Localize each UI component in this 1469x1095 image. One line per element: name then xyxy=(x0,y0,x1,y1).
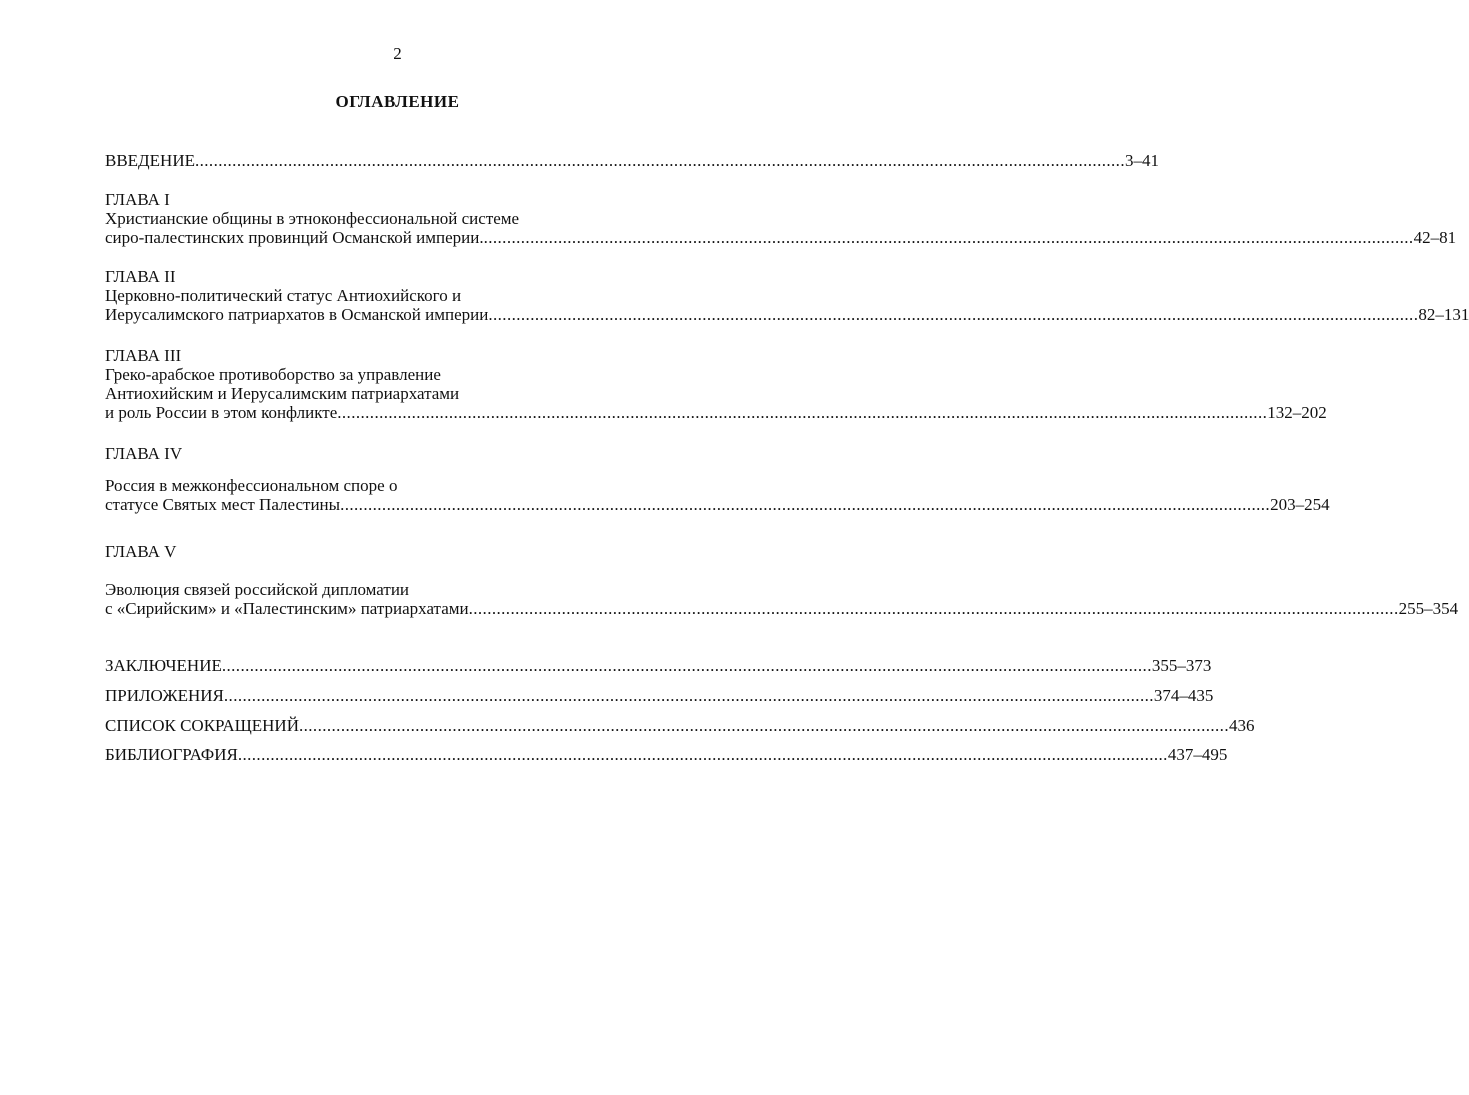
toc-line xyxy=(105,228,1457,247)
chapter-label: ГЛАВА I xyxy=(105,190,170,209)
page-number: 2 xyxy=(393,44,402,63)
dot-leader: ........................................................................................................................................................................................................ xyxy=(340,495,1271,514)
toc-pages: 203–254 xyxy=(1270,495,1330,514)
toc-entry-chapter-3[interactable] xyxy=(105,346,1327,422)
toc-line xyxy=(105,599,1459,618)
chapter-label: ГЛАВА V xyxy=(105,542,177,561)
toc-title: ЗАКЛЮЧЕНИЕ xyxy=(105,656,222,675)
toc-pages: 132–202 xyxy=(1267,403,1327,422)
toc-title: ПРИЛОЖЕНИЯ xyxy=(105,686,224,705)
toc-pages: 355–373 xyxy=(1151,656,1212,675)
toc-line xyxy=(105,656,1212,675)
toc-line xyxy=(105,716,1255,735)
toc-line xyxy=(105,403,1327,422)
toc-entry-bibliography[interactable] xyxy=(105,745,1228,764)
toc-title: и роль России в этом конфликте xyxy=(105,403,338,422)
toc-title: БИБЛИОГРАФИЯ xyxy=(105,745,238,764)
toc-title: статусе Святых мест Палестины xyxy=(105,495,341,514)
toc-title: Иерусалимского патриархатов в Османской империи xyxy=(105,305,489,324)
toc-entry-chapter-5[interactable] xyxy=(105,542,1459,618)
chapter-title-line: Эволюция связей российской дипломатии xyxy=(105,580,410,599)
toc-entry-chapter-4[interactable] xyxy=(105,444,1330,514)
chapter-title-line: Церковно-политический статус Антиохийского и xyxy=(105,286,462,305)
chapter-title-line: Греко-арабское противоборство за управление xyxy=(105,365,441,384)
toc-entry-chapter-1[interactable] xyxy=(105,190,1457,247)
toc-entry-abbreviations[interactable] xyxy=(105,716,1255,735)
dot-leader: ........................................................................................................................................................................................................ xyxy=(298,716,1229,735)
dot-leader: ........................................................................................................................................................................................................ xyxy=(488,305,1419,324)
toc-pages: 82–131 xyxy=(1418,305,1469,324)
toc-line xyxy=(105,745,1228,764)
toc-entry-introduction[interactable] xyxy=(105,151,1159,170)
toc-pages: 42–81 xyxy=(1413,228,1457,247)
toc-pages: 374–435 xyxy=(1153,686,1214,705)
toc-entry-chapter-2[interactable] xyxy=(105,267,1469,324)
dot-leader: ........................................................................................................................................................................................................ xyxy=(223,686,1154,705)
dot-leader: ........................................................................................................................................................................................................ xyxy=(483,228,1414,247)
toc-heading: ОГЛАВЛЕНИЕ xyxy=(335,92,460,111)
toc-title: СПИСОК СОКРАЩЕНИЙ xyxy=(105,716,299,735)
toc-entry-appendices[interactable] xyxy=(105,686,1214,705)
toc-pages: 255–354 xyxy=(1398,599,1459,618)
chapter-label: ГЛАВА IV xyxy=(105,444,183,463)
toc-line xyxy=(105,151,1159,170)
dot-leader: ........................................................................................................................................................................................................ xyxy=(221,656,1152,675)
toc-line xyxy=(105,495,1330,514)
toc-pages: 3–41 xyxy=(1124,151,1159,170)
toc-pages: 436 xyxy=(1228,716,1255,735)
chapter-label: ГЛАВА II xyxy=(105,267,176,286)
dot-leader: ........................................................................................................................................................................................................ xyxy=(194,151,1125,170)
dot-leader: ........................................................................................................................................................................................................ xyxy=(468,599,1399,618)
chapter-label: ГЛАВА III xyxy=(105,346,182,365)
toc-title: сиро-палестинских провинций Османской империи. xyxy=(105,228,484,247)
dot-leader: ........................................................................................................................................................................................................ xyxy=(237,745,1168,764)
toc-pages: 437–495 xyxy=(1167,745,1228,764)
toc-title: ВВЕДЕНИЕ xyxy=(105,151,195,170)
toc-entry-conclusion[interactable] xyxy=(105,656,1212,675)
chapter-title-line: Антиохийским и Иерусалимским патриархатами xyxy=(105,384,460,403)
toc-line xyxy=(105,305,1469,324)
toc-line xyxy=(105,686,1214,705)
chapter-title-line: Россия в межконфессиональном споре о xyxy=(105,476,398,495)
toc-title: с «Сирийским» и «Палестинским» патриархатами xyxy=(105,599,469,618)
chapter-title-line: Христианские общины в этноконфессиональной системе xyxy=(105,209,520,228)
dot-leader: ........................................................................................................................................................................................................ xyxy=(337,403,1268,422)
